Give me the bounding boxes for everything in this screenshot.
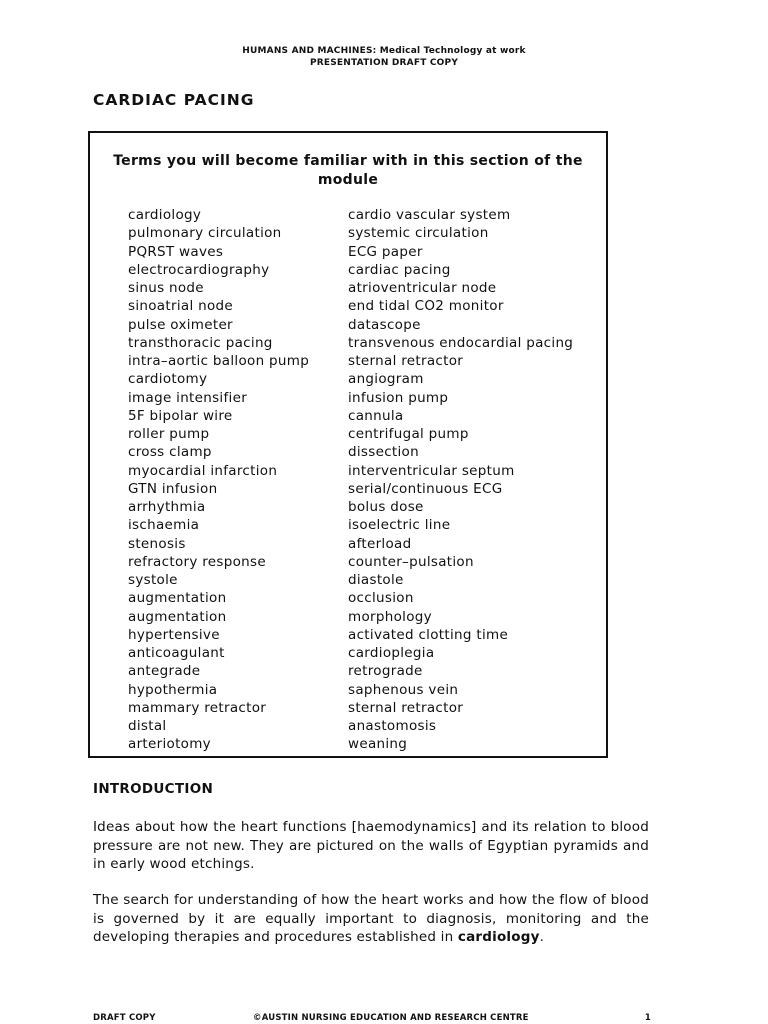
term-left: cardiotomy <box>128 371 208 388</box>
term-right: afterload <box>348 535 412 552</box>
page-header <box>0 45 768 69</box>
header-line-1: HUMANS AND MACHINES: Medical Technology at work <box>242 46 526 56</box>
term-right: cannula <box>348 407 404 424</box>
term-left: image intensifier <box>128 389 248 406</box>
term-left: PQRST waves <box>128 243 224 260</box>
introduction-heading: INTRODUCTION <box>93 781 214 797</box>
term-left: sinoatrial node <box>128 298 233 315</box>
paragraph-2-bold-term: cardiology <box>457 929 540 945</box>
page-title: CARDIAC PACING <box>93 91 255 109</box>
term-left: augmentation <box>128 590 227 607</box>
term-right: counter–pulsation <box>348 553 474 570</box>
footer-copyright: ©AUSTIN NURSING EDUCATION AND RESEARCH CENTRE <box>253 1013 529 1023</box>
term-right: atrioventricular node <box>348 280 497 296</box>
term-right: saphenous vein <box>348 681 459 698</box>
term-left: sinus node <box>128 280 204 296</box>
term-right: sternal retractor <box>348 353 464 369</box>
term-right: isoelectric line <box>348 517 451 534</box>
terms-box-heading: Terms you will become familiar with in this section of the module <box>113 153 583 188</box>
term-left: antegrade <box>128 663 201 680</box>
term-left: systole <box>128 572 178 588</box>
paragraph-2-text: The search for understanding of how the heart works and how the flow of blood is governed by it are equally important to diagnosis, monitoring and the developing therapies and procedures established in <box>93 892 649 945</box>
term-right: centrifugal pump <box>348 426 469 442</box>
term-right: bolus dose <box>348 499 424 515</box>
term-left: myocardial infarction <box>128 462 278 479</box>
term-right: end tidal CO2 monitor <box>348 298 504 315</box>
term-left: transthoracic pacing <box>128 334 273 351</box>
paragraph-2-end: . <box>539 929 545 945</box>
term-right: infusion pump <box>348 389 449 406</box>
introduction-paragraph-1: Ideas about how the heart functions [haemodynamics] and its relation to blood pressure are not new. They are pictured on the walls of Egyptian pyramids and in early wood etchings. <box>93 819 649 872</box>
term-left: roller pump <box>128 426 210 442</box>
term-right: occlusion <box>348 590 414 607</box>
term-right: systemic circulation <box>348 225 489 242</box>
term-left: hypothermia <box>128 681 218 698</box>
term-left: distal <box>128 718 167 734</box>
term-left: stenosis <box>128 535 186 552</box>
term-right: datascope <box>348 316 421 333</box>
term-left: ischaemia <box>128 517 200 534</box>
page-number: 1 <box>644 1013 651 1023</box>
term-right: activated clotting time <box>348 626 509 643</box>
term-left: arteriotomy <box>128 736 211 753</box>
term-left: GTN infusion <box>128 480 218 497</box>
term-left: pulmonary circulation <box>128 225 282 242</box>
term-left: mammary retractor <box>128 699 267 716</box>
term-right: serial/continuous ECG <box>348 480 503 497</box>
term-right: cardio vascular system <box>348 207 511 223</box>
terms-box <box>88 131 608 758</box>
term-right: cardiac pacing <box>348 261 451 278</box>
term-right: cardioplegia <box>348 645 435 661</box>
term-left: refractory response <box>128 553 266 570</box>
term-left: electrocardiography <box>128 261 270 278</box>
term-right: angiogram <box>348 371 424 388</box>
introduction-paragraph-2 <box>93 891 649 947</box>
term-right: interventricular septum <box>348 462 515 479</box>
header-line-2: PRESENTATION DRAFT COPY <box>309 58 459 68</box>
term-left: hypertensive <box>128 626 220 643</box>
term-right: weaning <box>348 736 408 753</box>
term-left: pulse oximeter <box>128 316 233 333</box>
term-left: intra–aortic balloon pump <box>128 353 310 369</box>
term-left: 5F bipolar wire <box>128 407 233 424</box>
term-right: diastole <box>348 572 404 588</box>
term-right: retrograde <box>348 663 423 680</box>
term-right: ECG paper <box>348 243 423 260</box>
term-left: augmentation <box>128 608 227 625</box>
term-right: anastomosis <box>348 718 437 734</box>
term-left: cross clamp <box>128 444 212 461</box>
term-left: cardiology <box>128 207 202 223</box>
term-right: sternal retractor <box>348 699 464 716</box>
term-right: dissection <box>348 444 419 461</box>
term-right: morphology <box>348 608 432 625</box>
footer-draft-label: DRAFT COPY <box>93 1013 156 1023</box>
term-left: anticoagulant <box>128 645 225 661</box>
term-left: arrhythmia <box>128 499 206 515</box>
term-right: transvenous endocardial pacing <box>348 334 574 351</box>
